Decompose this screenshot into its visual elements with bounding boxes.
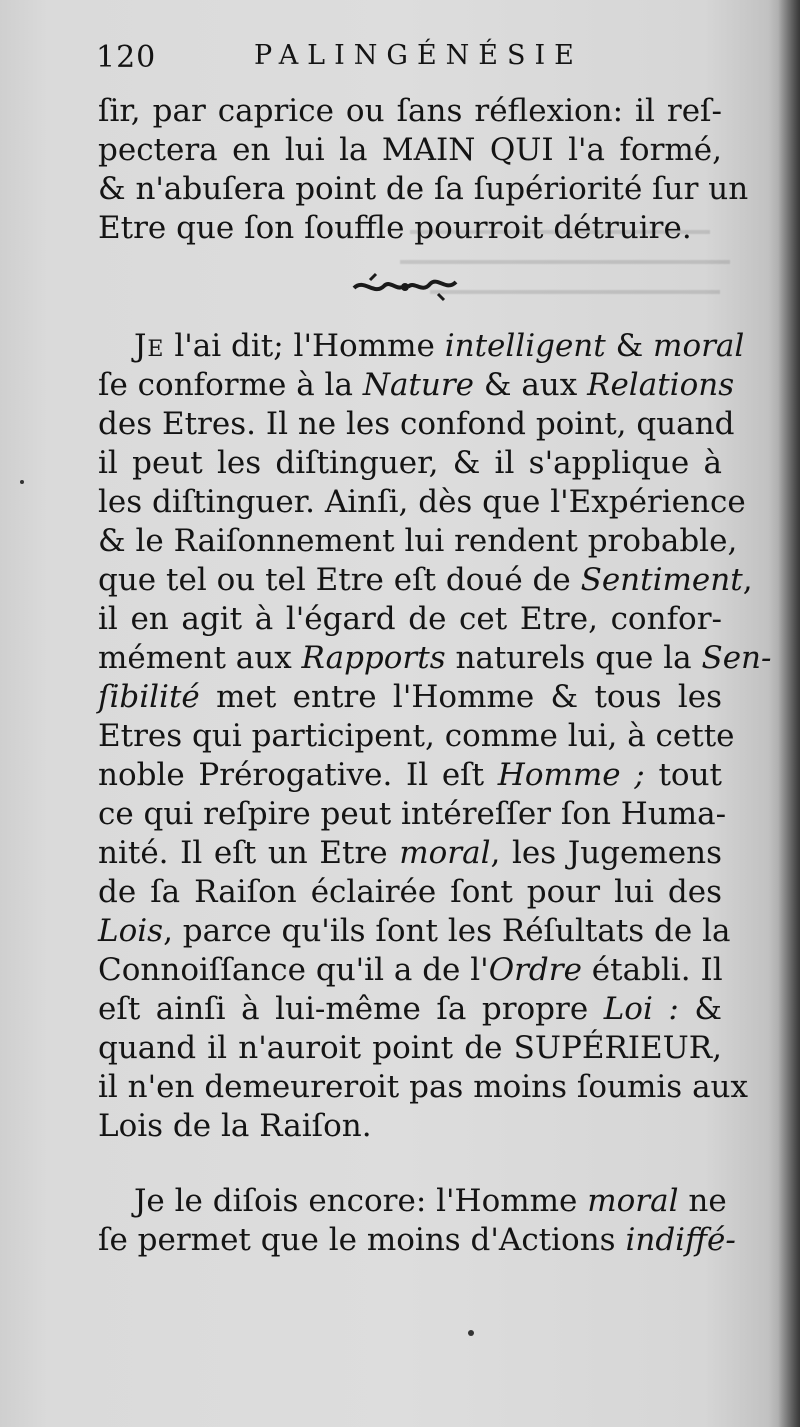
text-line: Je l'ai dit; l'Homme intelligent & moral — [134, 328, 745, 364]
text-line: ſe conforme à la Nature & aux Relations — [98, 367, 735, 403]
text-line: mément aux Rapports naturels que la Sen- — [98, 640, 772, 676]
paper-speck — [468, 1330, 474, 1336]
text-line: Connoiſſance qu'il a de l'Ordre établi. Il — [98, 952, 723, 988]
text-line: nité. Il eſt un Etre moral, les Jugemens — [98, 835, 722, 871]
fleuron-ornament — [350, 270, 460, 304]
text-line: il en agit à l'égard de cet Etre, confor- — [98, 601, 722, 637]
paper-speck — [20, 480, 24, 484]
page-number: 120 — [96, 40, 157, 75]
text-line: il n'en demeureroit pas moins ſoumis aux — [98, 1069, 749, 1105]
text-line: & n'abuſera point de ſa ſupériorité ſur un — [98, 171, 749, 207]
text-line: Etres qui participent, comme lui, à cette — [98, 718, 735, 754]
text-line: Lois de la Raiſon. — [98, 1108, 372, 1144]
text-line: ſir, par caprice ou ſans réflexion: il reſ- — [98, 93, 722, 129]
text-line: quand il n'auroit point de SUPÉRIEUR, — [98, 1030, 722, 1066]
text-line: que tel ou tel Etre eſt doué de Sentiment, — [98, 562, 753, 598]
text-line: noble Prérogative. Il eſt Homme ; tout — [98, 757, 722, 793]
text-line: ſe permet que le moins d'Actions indiffé- — [98, 1222, 736, 1258]
running-title: PALINGÉNÉSIE — [254, 40, 583, 71]
text-line: des Etres. Il ne les confond point, quand — [98, 406, 735, 442]
text-line: pectera en lui la MAIN QUI l'a formé, — [98, 132, 722, 168]
text-line: Etre que ſon ſouffle pourroit détruire. — [98, 210, 692, 246]
page-edge-shadow — [778, 0, 800, 1427]
text-line: ſibilité met entre l'Homme & tous les — [98, 679, 722, 715]
text-line: il peut les diſtinguer, & il s'applique à — [98, 445, 722, 481]
text-line: de ſa Raiſon éclairée ſont pour lui des — [98, 874, 722, 910]
text-line: eſt ainſi à lui-même ſa propre Loi : & — [98, 991, 722, 1027]
text-line: & le Raiſonnement lui rendent probable, — [98, 523, 738, 559]
text-line: les diſtinguer. Ainſi, dès que l'Expérience — [98, 484, 746, 520]
text-line: Lois, parce qu'ils ſont les Réſultats de la — [98, 913, 731, 949]
text-line: ce qui reſpire peut intéreſſer ſon Huma- — [98, 796, 727, 832]
text-line: Je le diſois encore: l'Homme moral ne — [134, 1183, 727, 1219]
running-head — [96, 40, 736, 84]
